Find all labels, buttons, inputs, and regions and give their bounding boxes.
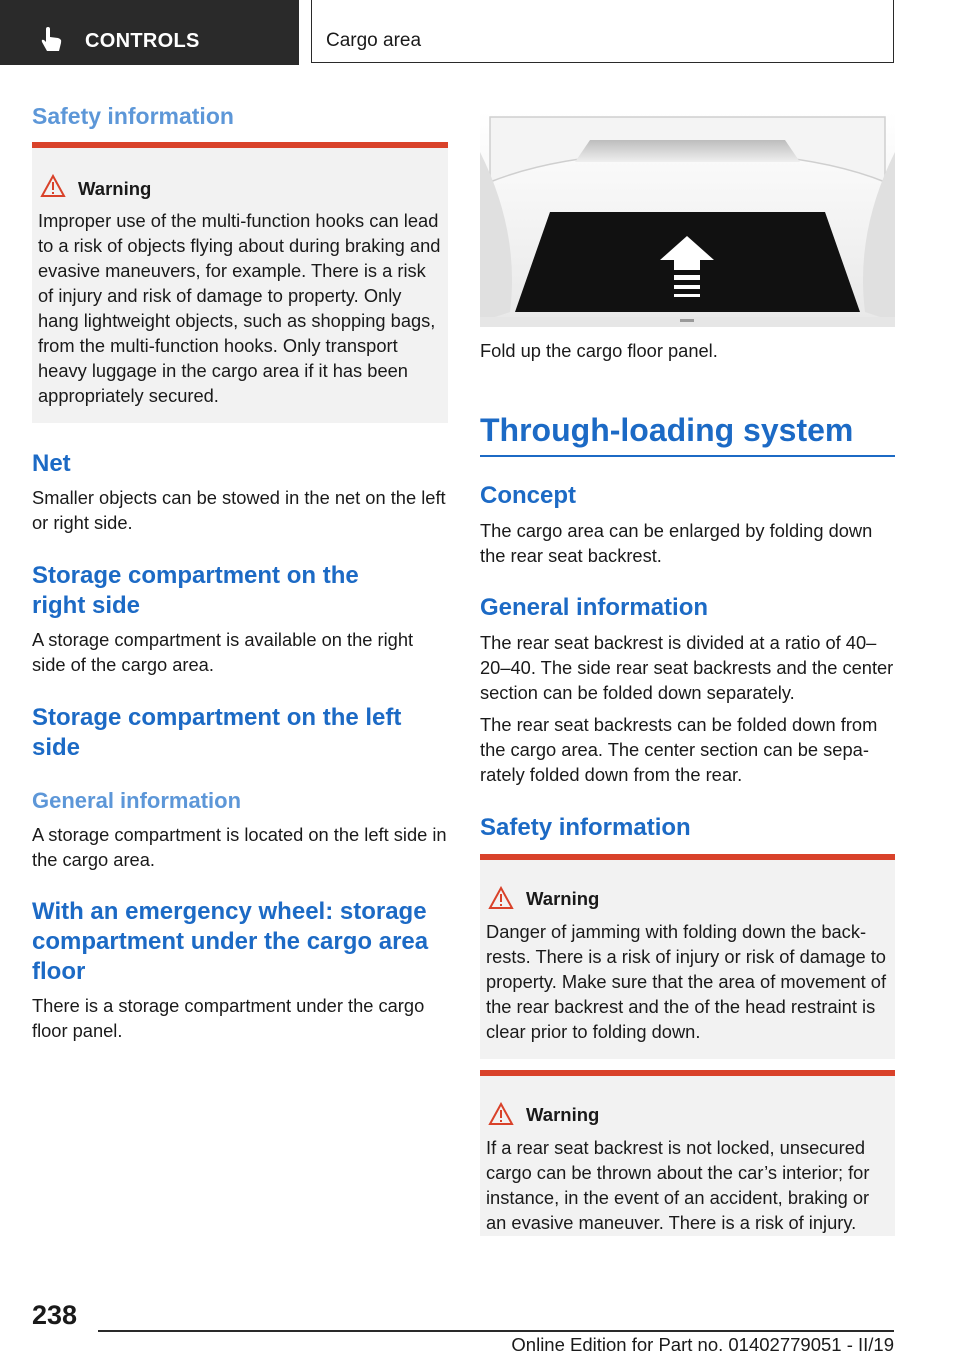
net-heading: Net <box>32 450 71 477</box>
warning-text: Danger of jamming with folding down the backrests. There is a risk of injury or risk of damage to property. Make sure that the area of movement of the rear backrest and the of the head restraint is clear prior to folding down. <box>486 921 887 1042</box>
section-header <box>311 0 894 63</box>
warning-text: If a rear seat backrest is not locked, unsecured cargo can be thrown about the car’s interior; for instance, in the event of an accident, braking or an evasive maneuver. There is a risk of injury. <box>486 1137 870 1233</box>
concept-heading: Concept <box>480 482 576 509</box>
warning-label: Warning <box>78 178 152 199</box>
general-text-1: The rear seat backrest is divided at a ratio of 40–20–40. The side rear seat backrests and the center section can be folded down separately. <box>480 632 894 703</box>
warning-label: Warning <box>526 1104 600 1125</box>
warning-text: Improper use of the multi-function hooks can lead to a risk of objects flying about during braking and evasive maneuvers, for example. There is a risk of injury and risk of damage to property. Only hang lightweight objects, such as shopping bags, from the multi-function hooks. Only transport heavy luggage in the cargo area if it has been appropriately secured. <box>38 210 441 406</box>
edition-text: Online Edition for Part no. 01402779051 - II/19 <box>511 1334 894 1355</box>
safety-info-heading: Safety information <box>32 103 234 129</box>
through-loading-heading: Through-loading system <box>480 412 895 457</box>
concept-text: The cargo area can be enlarged by folding down the rear seat backrest. <box>480 520 873 566</box>
emergency-wheel-text: There is a storage compartment under the cargo floor panel. <box>32 995 425 1041</box>
cargo-floor-photo <box>480 112 895 327</box>
storage-right-text: A storage compartment is available on the right side of the cargo area. <box>32 629 414 675</box>
warning-box <box>480 854 895 1059</box>
warning-box <box>480 1070 895 1236</box>
photo-caption: Fold up the cargo floor panel. <box>480 340 718 361</box>
storage-right-heading: Storage compartment on the right side <box>32 562 359 619</box>
page-number: 238 <box>32 1300 78 1330</box>
general-info-heading: General information <box>32 788 242 813</box>
warning-triangle-icon <box>40 174 66 198</box>
warning-triangle-icon <box>488 886 514 910</box>
warning-triangle-icon <box>488 1102 514 1126</box>
emergency-wheel-heading: With an emergency wheel: storage compartment under the cargo area floor <box>32 898 429 985</box>
general-heading: General information <box>480 594 709 621</box>
hand-pointer-icon <box>40 27 64 53</box>
chapter-tab <box>0 0 299 65</box>
net-text: Smaller objects can be stowed in the net on the left or right side. <box>32 487 446 533</box>
warning-label: Warning <box>526 888 600 909</box>
safety-heading: Safety information <box>480 814 691 841</box>
section-title: Cargo area <box>326 30 422 51</box>
general-info-text: A storage compartment is located on the left side in the cargo area. <box>32 824 447 870</box>
footer-divider <box>98 1330 894 1332</box>
warning-box <box>32 142 448 423</box>
chapter-label: CONTROLS <box>85 30 200 52</box>
general-text-2: The rear seat backrests can be folded down from the cargo area. The center section can be separately folded down from the rear. <box>480 714 878 785</box>
storage-left-heading: Storage compartment on the left side <box>32 704 402 761</box>
